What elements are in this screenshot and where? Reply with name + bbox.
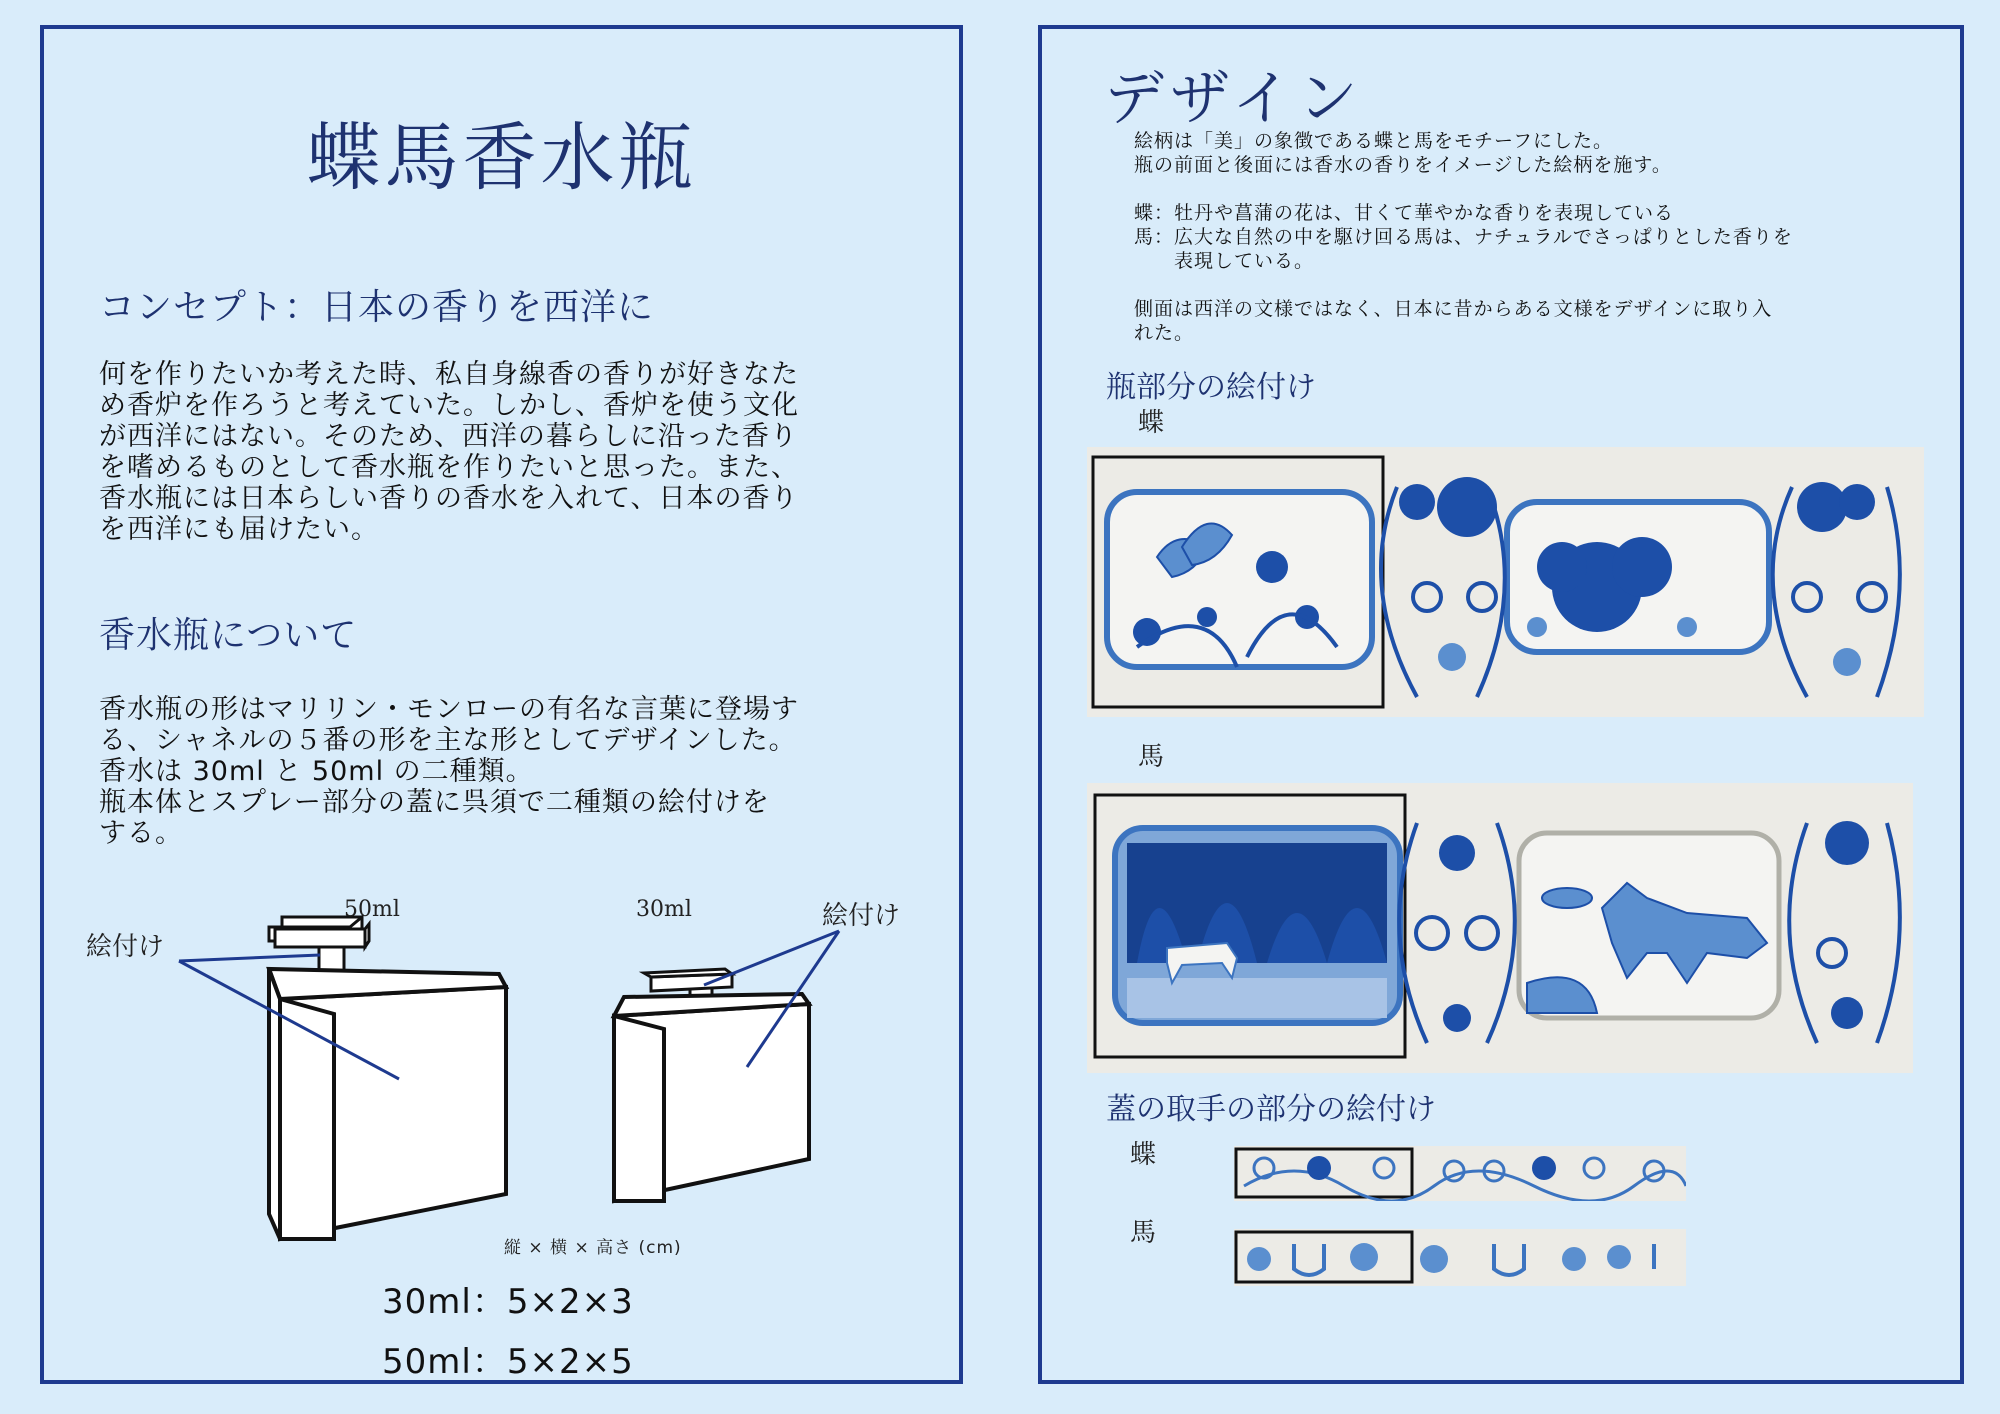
bottle-painting-heading: 瓶部分の絵付け xyxy=(1106,370,1316,405)
etsuke-label-left: 絵付け xyxy=(86,932,165,962)
horse-painting xyxy=(1087,783,1913,1073)
etsuke-label-right: 絵付け xyxy=(822,901,901,931)
design-text: 絵柄は「美」の象徴である蝶と馬をモチーフにした。 瓶の前面と後面には香水の香りをイメージした絵柄を施す。 蝶：牡丹や菖蒲の花は、甘くて華やかな香りを表現している 馬：広大な自然の中を駆け回る馬は、ナチュラルでさっぱりとした香りを 表現している。 側面は西洋の文様ではなく、日本に昔からある文様をデザインに取り入 れた。 xyxy=(1134,130,1793,344)
butterfly-painting xyxy=(1087,447,1924,717)
butterfly-label: 蝶 xyxy=(1138,408,1165,438)
lid-butterfly-image xyxy=(1234,1146,1686,1201)
lid-horse-image xyxy=(1234,1229,1686,1286)
lid-butterfly-label: 蝶 xyxy=(1130,1140,1157,1170)
horse-painting-image xyxy=(1087,783,1913,1073)
lid-horse-painting xyxy=(1234,1229,1686,1286)
lid-painting-heading: 蓋の取手の部分の絵付け xyxy=(1106,1092,1436,1127)
dims-caption: 縦 × 横 × 高さ (cm) xyxy=(504,1238,682,1258)
dims-30ml: 30ml：5×2×3 xyxy=(382,1282,634,1322)
design-heading: デザイン xyxy=(1104,64,1364,134)
label-30ml: 30ml xyxy=(636,897,692,922)
lid-butterfly-painting xyxy=(1234,1146,1686,1201)
dims-50ml: 50ml：5×2×5 xyxy=(382,1342,634,1382)
right-panel xyxy=(1038,25,1964,1384)
label-50ml: 50ml xyxy=(344,897,400,922)
left-panel xyxy=(40,25,963,1384)
concept-heading: コンセプト：日本の香りを西洋に xyxy=(99,287,655,328)
horse-label: 馬 xyxy=(1138,742,1165,772)
butterfly-painting-image xyxy=(1087,447,1924,717)
concept-text: 何を作りたいか考えた時、私自身線香の香りが好きなた め香炉を作ろうと考えていた。しかし、香炉を使う文化 が西洋にはない。そのため、西洋の暮らしに沿った香り を嗜めるものとして香水瓶を作りたいと思った。また、 香水瓶には日本らしい香りの香水を入れて、日本の香り を西洋にも届けたい。 xyxy=(99,359,799,545)
bottle-heading: 香水瓶について xyxy=(99,615,358,656)
page-title: 蝶馬香水瓶 xyxy=(306,115,697,201)
bottle-text: 香水瓶の形はマリリン・モンローの有名な言葉に登場す る、シャネルの５番の形を主な形としてデザインした。 香水は 30ml と 50ml の二種類。 瓶本体とスプレー部分の蓋に呉須で二種類の絵付けを する。 xyxy=(99,694,799,849)
lid-horse-label: 馬 xyxy=(1130,1218,1157,1248)
